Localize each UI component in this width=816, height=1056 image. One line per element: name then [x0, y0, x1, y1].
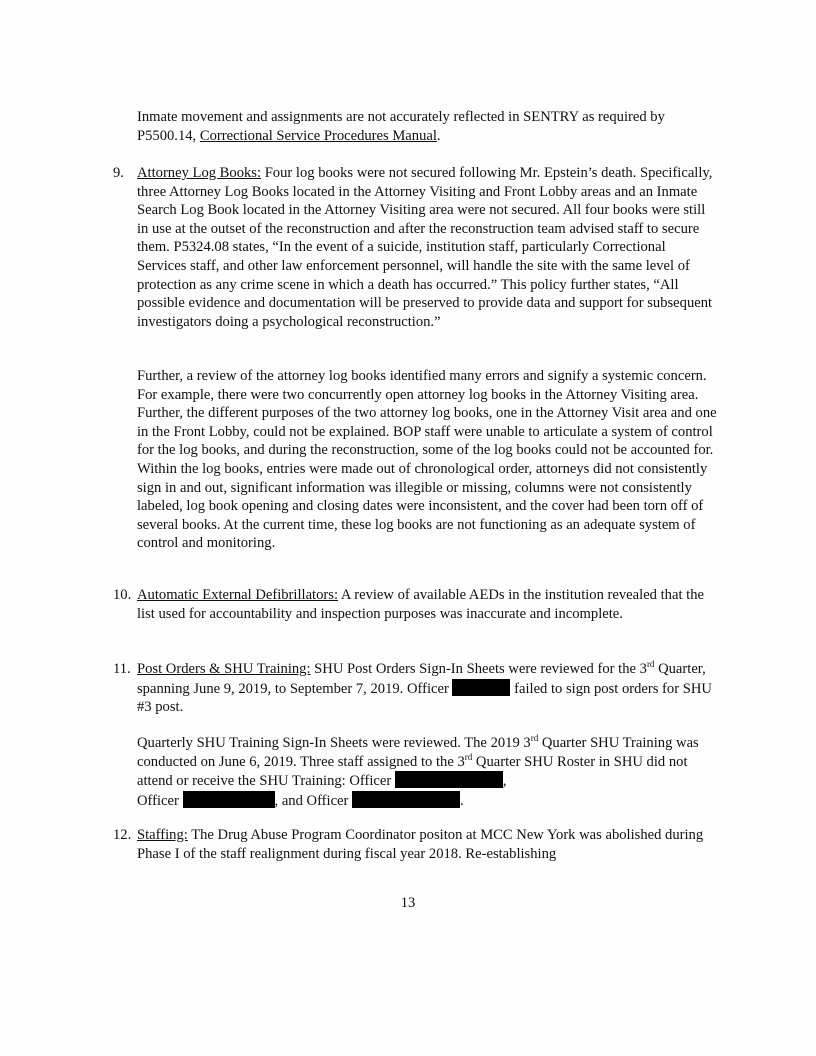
intro-text: Inmate movement and assignments are not accurately reflected in SENTRY as required by P5500.14,	[137, 109, 665, 144]
shu-training-paragraph	[137, 734, 717, 810]
item-10-heading: Automatic External Defibrillators:	[137, 587, 339, 603]
item-9-paragraph-2	[137, 367, 717, 553]
superscript-rd: rd	[530, 733, 539, 744]
intro-end: .	[436, 127, 441, 144]
item-10-number: 10.	[113, 587, 132, 603]
item-11-text-a3: failed to sign post orders for SHU #3 post.	[137, 680, 712, 716]
item-9-number: 9.	[113, 165, 124, 181]
item-11	[113, 660, 717, 717]
redaction-box	[452, 679, 510, 696]
item-11-text-a2: Quarter, spanning June 9, 2019, to September 7, 2019. Officer	[137, 661, 706, 697]
item-9	[113, 164, 717, 331]
item-10	[113, 586, 717, 623]
redaction-box	[395, 771, 503, 788]
superscript-rd: rd	[464, 751, 473, 762]
item-9-heading: Attorney Log Books:	[137, 165, 262, 181]
item-12-heading: Staffing:	[137, 827, 188, 843]
item-9-paragraph-1: Four log books were not secured following Mr. Epstein’s death. Specifically, three Attorney Log Books located in the Attorney Visiting and Front Lobby areas and an Inmate Search Log Book located in the Attorney Visiting area were not secured. All four books were still in use at the outset of the reconstruction and after the reconstruction team advised staff to secure them. P5324.08 states, “In the event of a suicide, institution staff, particularly Correctional Services staff, and other law enforcement personnel, will handle the site with the same level of protection as any crime scene in which a death has occurred.” This policy further states, “All possible evidence and documentation will be preserved to provide data and support for subsequent investigators doing a psychological reconstruction.”	[137, 165, 713, 330]
shu-text-b4: ,	[502, 773, 507, 790]
shu-text-b3: Quarter SHU Roster in SHU did not attend or receive the SHU Training: Officer	[137, 753, 688, 790]
shu-text-b6: , and Officer	[274, 792, 353, 809]
page-number: 13	[400, 895, 416, 911]
shu-text-b1: Quarterly SHU Training Sign-In Sheets were reviewed. The 2019 3	[137, 735, 531, 751]
item-12-text: The Drug Abuse Program Coordinator positon at MCC New York was abolished during Phase I of the staff realignment during fiscal year 2018. Re-establishing	[137, 827, 704, 862]
item-9-paragraph-2-text: Further, a review of the attorney log books identified many errors and signify a systemic concern. For example, there were two concurrently open attorney log books in the Attorney Visiting area. Further, the different purposes of the two attorney log books, one in the Attorney Visit area and one in the Front Lobby, could not be explained. BOP staff were unable to articulate a system of control for the log books, and during the reconstruction, some of the log books could not be accounted for. Within the log books, entries were made out of chronological order, attorneys did not consistently sign in and out, significant information was illegible or missing, columns were not consistently labeled, log book opening and closing dates were inconsistent, and the cover had been torn off of several books. At the current time, these log books are not functioning as an adequate system of control and monitoring.	[137, 368, 717, 552]
item-11-text-a1: SHU Post Orders Sign-In Sheets were reviewed for the 3	[310, 661, 647, 677]
item-11-number: 11.	[113, 661, 131, 677]
shu-text-b5: Officer	[137, 792, 183, 809]
item-12	[113, 826, 717, 863]
redaction-box	[183, 791, 275, 808]
intro-paragraph	[137, 108, 717, 145]
shu-text-b2: Quarter SHU Training was conducted on June 6, 2019. Three staff assigned to the 3	[137, 735, 699, 770]
redaction-box	[352, 791, 460, 808]
item-10-text: A review of available AEDs in the institution revealed that the list used for accountability and inspection purposes was inaccurate and incomplete.	[137, 587, 704, 622]
shu-text-b7: .	[460, 792, 464, 809]
manual-reference: Correctional Service Procedures Manual	[199, 127, 437, 144]
item-11-heading: Post Orders & SHU Training:	[137, 661, 311, 677]
superscript-rd: rd	[646, 659, 655, 670]
item-12-number: 12.	[113, 827, 132, 843]
